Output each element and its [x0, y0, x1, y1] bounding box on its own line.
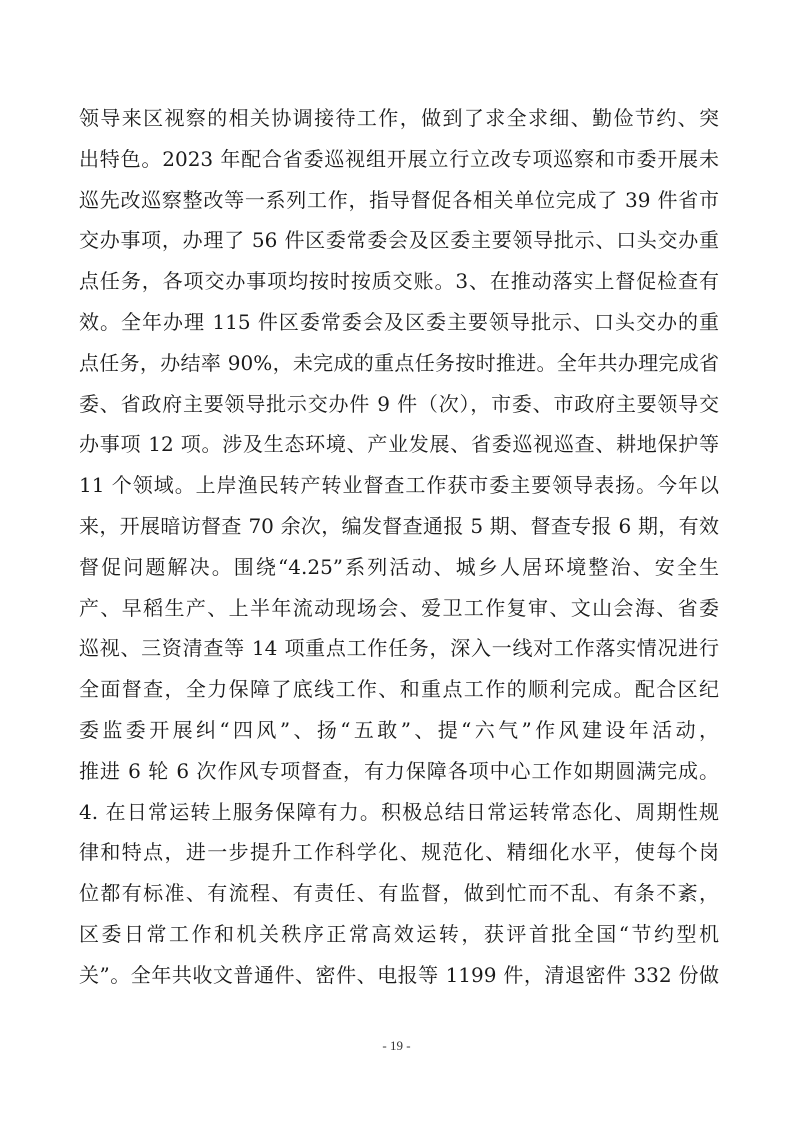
text-line: 产、早稻生产、上半年流动现场会、爱卫工作复审、文山会海、省委 — [79, 595, 719, 620]
text-line: 点任务，各项交办事项均按时按质交账。3、在推动落实上督促检查有 — [79, 269, 719, 294]
text-line: 位都有标准、有流程、有责任、有监督，做到忙而不乱、有条不紊， — [79, 881, 719, 906]
text-line: 交办事项，办理了 56 件区委常委会及区委主要领导批示、口头交办重 — [79, 228, 719, 253]
text-line: 律和特点，进一步提升工作科学化、规范化、精细化水平，使每个岗 — [79, 840, 719, 865]
text-line: 办事项 12 项。涉及生态环境、产业发展、省委巡视巡查、耕地保护等 — [79, 432, 719, 457]
text-line: 委监委开展纠“四风”、扬“五敢”、提“六气”作风建设年活动， — [79, 717, 719, 742]
text-line: 全面督查，全力保障了底线工作、和重点工作的顺利完成。配合区纪 — [79, 677, 719, 702]
page-number: - 19 - — [382, 1038, 411, 1053]
text-line: 关”。全年共收文普通件、密件、电报等 1199 件，清退密件 332 份做 — [79, 962, 719, 987]
text-line: 区委日常工作和机关秩序正常高效运转，获评首批全国“节约型机 — [79, 921, 719, 946]
text-line: 出特色。2023 年配合省委巡视组开展立行立改专项巡察和市委开展未 — [79, 146, 719, 171]
text-line: 督促问题解决。围绕“4.25”系列活动、城乡人居环境整治、安全生 — [79, 554, 719, 579]
text-line: 委、省政府主要领导批示交办件 9 件（次），市委、市政府主要领导交 — [79, 391, 719, 416]
text-line: 11 个领域。上岸渔民转产转业督查工作获市委主要领导表扬。今年以 — [79, 473, 719, 498]
text-line: 点任务，办结率 90%，未完成的重点任务按时推进。全年共办理完成省 — [79, 350, 719, 375]
text-line: 效。全年办理 115 件区委常委会及区委主要领导批示、口头交办的重 — [79, 309, 719, 334]
text-line: 来，开展暗访督查 70 余次，编发督查通报 5 期、督查专报 6 期，有效 — [79, 513, 719, 538]
text-line: 巡先改巡察整改等一系列工作，指导督促各相关单位完成了 39 件省市 — [79, 187, 719, 212]
text-line: 推进 6 轮 6 次作风专项督查，有力保障各项中心工作如期圆满完成。 — [79, 758, 719, 783]
text-line: 领导来区视察的相关协调接待工作，做到了求全求细、勤俭节约、突 — [79, 106, 719, 130]
text-line: 4. 在日常运转上服务保障有力。积极总结日常运转常态化、周期性规 — [79, 799, 719, 824]
body-paragraph — [79, 98, 719, 996]
text-line: 巡视、三资清查等 14 项重点工作任务，深入一线对工作落实情况进行 — [79, 636, 719, 661]
